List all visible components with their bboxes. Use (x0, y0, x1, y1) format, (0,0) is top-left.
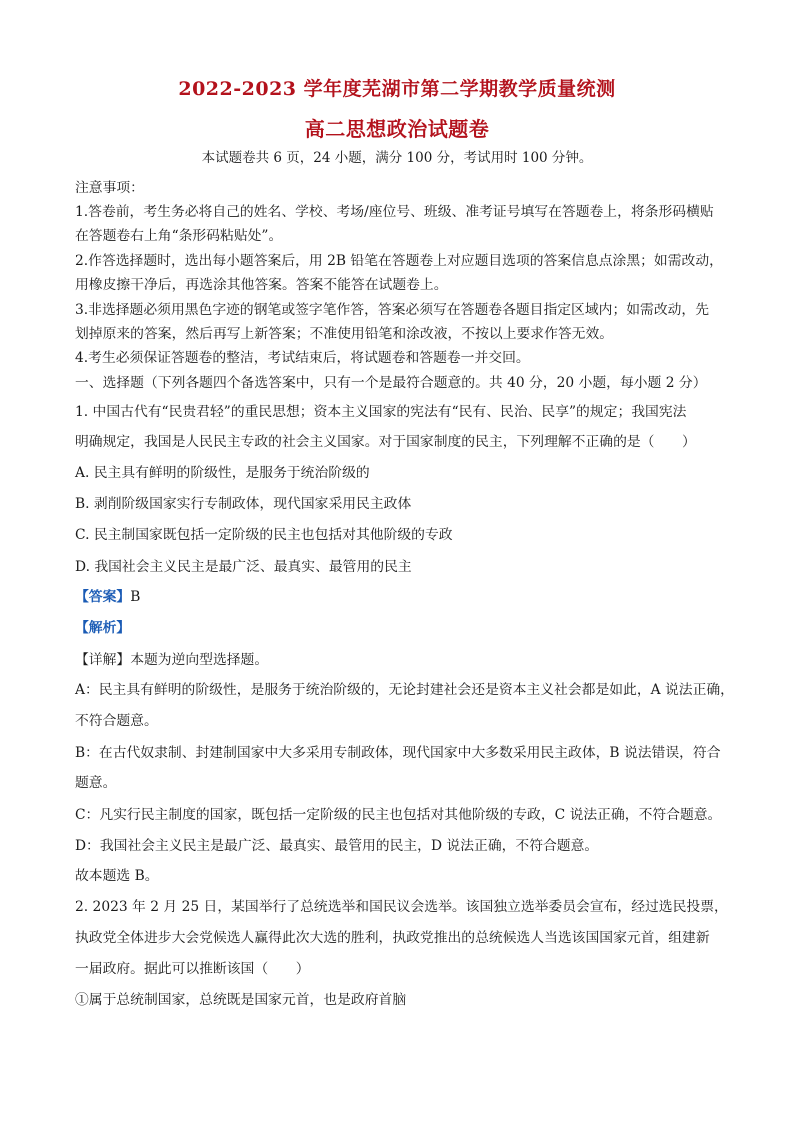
explanation-line: B：在古代奴隶制、封建制国家中大多采用专制政体，现代国家中大多数采用民主政体，B 说法错误，符合 (75, 745, 721, 761)
question-2-stem: 一届政府。据此可以推断该国（ ） (75, 961, 310, 977)
document-title: 2022-2023 学年度芜湖市第二学期教学质量统测 (178, 78, 616, 100)
explanation-line: A：民主具有鲜明的阶级性，是服务于统治阶级的，无论封建社会还是资本主义社会都是如此，A 说法正确， (75, 682, 734, 698)
detail-intro: 本题为逆向型选择题。 (130, 652, 269, 668)
question-2-stem: 执政党全体进步大会党候选人赢得此次大选的胜利，执政党推出的总统候选人当选该国国家元首，组建新 (75, 930, 710, 946)
question-1-option-a: A. 民主具有鲜明的阶级性，是服务于统治阶级的 (75, 465, 370, 481)
notice-line: 划掉原来的答案，然后再写上新答案；不准使用铅笔和涂改液，不按以上要求作答无效。 (75, 326, 614, 342)
detail-tag: 【详解】 (75, 652, 131, 668)
analysis-tag: 【解析】 (75, 620, 131, 636)
explanation-line: 题意。 (75, 775, 117, 791)
section-heading: 一、选择题（下列各题四个备选答案中，只有一个是最符合题意的。共 40 分，20 小题，每小题 2 分） (75, 375, 707, 391)
notice-line: 3.非选择题必须用黑色字迹的钢笔或签字笔作答，答案必须写在答题卷各题目指定区域内；如需改动，先 (75, 302, 710, 318)
notice-line: 1.答卷前，考生务必将自己的姓名、学校、考场/座位号、班级、准考证号填写在答题卷上，将条形码横贴 (75, 204, 714, 220)
notice-line: 2.作答选择题时，选出每小题答案后，用 2B 铅笔在答题卷上对应题目选项的答案信息点涂黑；如需改动， (75, 253, 723, 269)
question-1-stem: 明确规定，我国是人民民主专政的社会主义国家。对于国家制度的民主，下列理解不正确的是（ ） (75, 434, 696, 450)
analysis-line (75, 616, 725, 636)
answer-line (75, 585, 725, 605)
question-1-option-b: B. 剥削阶级国家实行专制政体，现代国家采用民主政体 (75, 496, 412, 512)
detail-line (75, 648, 725, 668)
notice-line: 在答题卷右上角“条形码粘贴处”。 (75, 228, 283, 244)
explanation-line: D：我国社会主义民主是最广泛、最真实、最管用的民主，D 说法正确，不符合题意。 (75, 838, 599, 854)
exam-info: 本试题卷共 6 页，24 小题，满分 100 分，考试用时 100 分钟。 (201, 150, 593, 166)
question-1-option-c: C. 民主制国家既包括一定阶级的民主也包括对其他阶级的专政 (75, 527, 453, 543)
document-subtitle: 高二思想政治试题卷 (304, 117, 490, 141)
answer-tag: 【答案】 (75, 589, 131, 605)
explanation-line: C：凡实行民主制度的国家，既包括一定阶级的民主也包括对其他阶级的专政，C 说法正确，不符合题意。 (75, 807, 722, 823)
answer-value: B (130, 589, 141, 605)
explanation-line: 不符合题意。 (75, 713, 158, 729)
question-1-option-d: D. 我国社会主义民主是最广泛、最真实、最管用的民主 (75, 559, 412, 575)
notice-heading: 注意事项： (75, 180, 144, 196)
question-2-stem: 2. 2023 年 2 月 25 日，某国举行了总统选举和国民议会选举。该国独立选举委员会宣布，经过选民投票， (75, 899, 728, 915)
notice-line: 4.考生必须保证答题卷的整洁，考试结束后，将试题卷和答题卷一并交回。 (75, 350, 530, 366)
question-2-option-1: ①属于总统制国家，总统既是国家元首，也是政府首脑 (75, 992, 407, 1008)
notice-line: 用橡皮擦干净后，再选涂其他答案。答案不能答在试题卷上。 (75, 277, 448, 293)
conclusion-line: 故本题选 B。 (75, 868, 159, 884)
question-1-stem: 1. 中国古代有“民贵君轻”的重民思想；资本主义国家的宪法有“民有、民治、民享”的规定；我国宪法 (75, 404, 687, 420)
